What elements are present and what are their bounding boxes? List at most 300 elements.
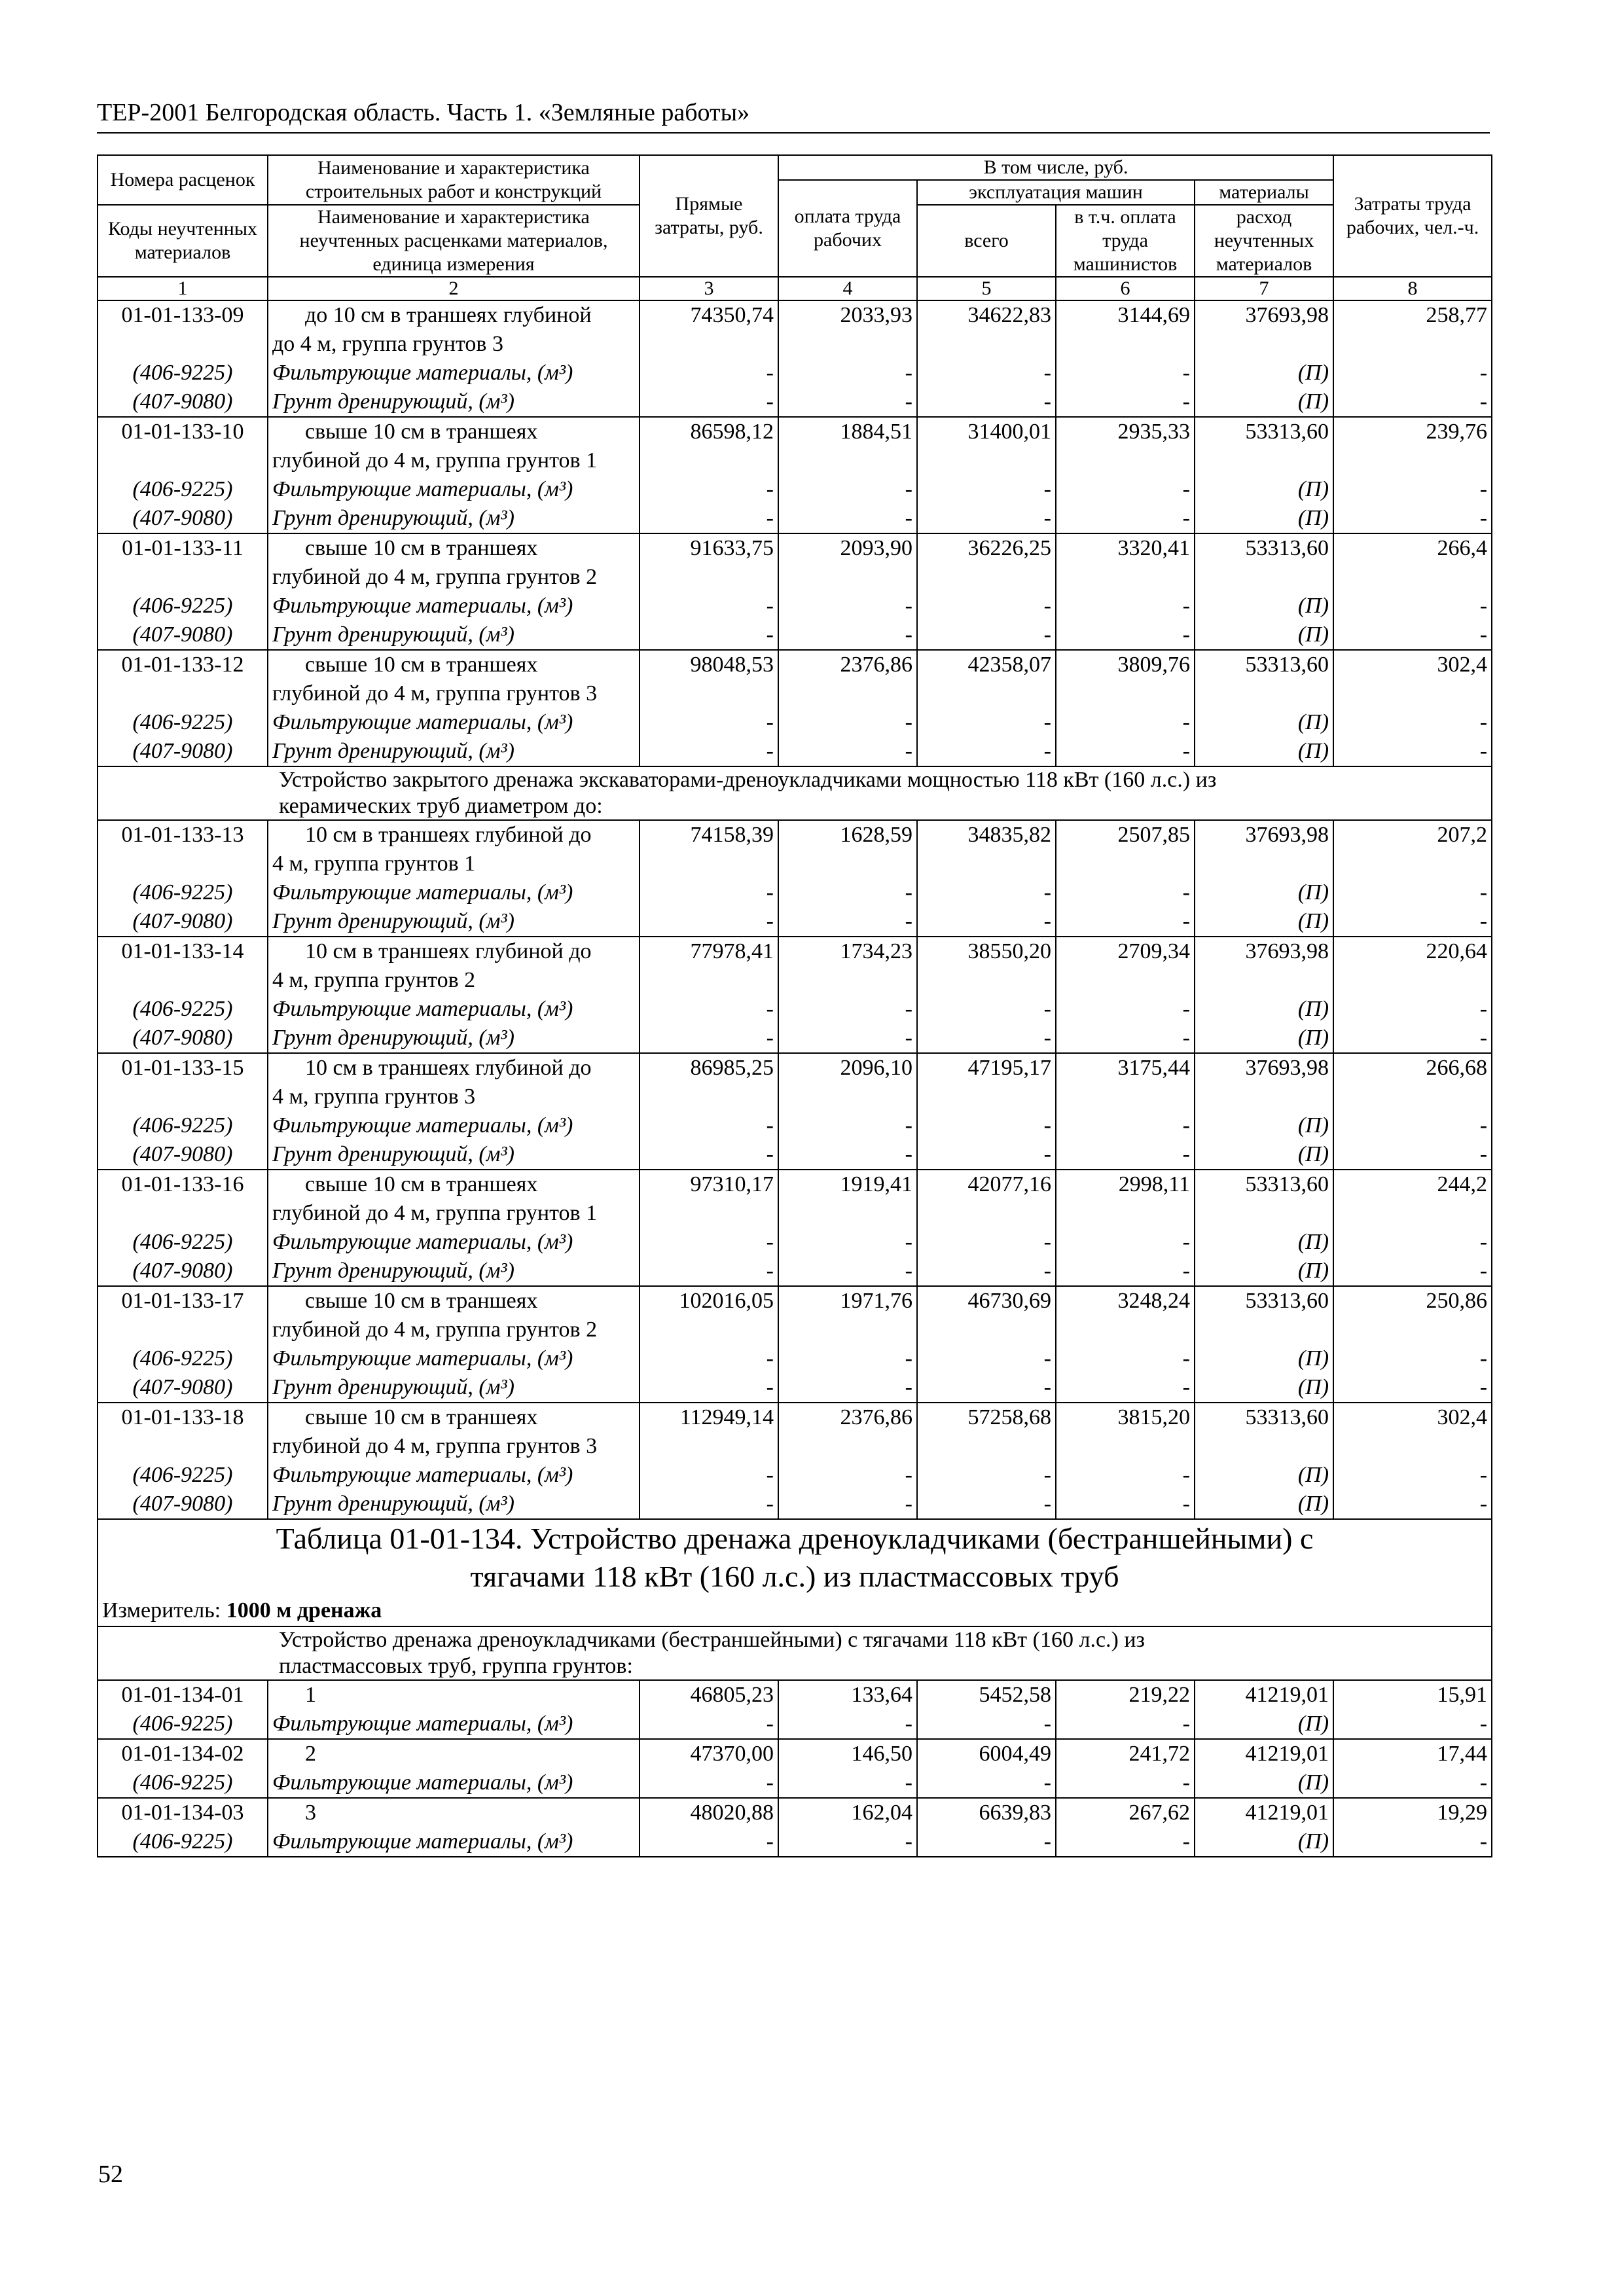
rate-row [98,1286,1492,1316]
value-cell: - [1056,1228,1195,1257]
empty-cell [778,1316,917,1344]
value-cell: - [1333,592,1492,620]
rate-code: 01-01-133-14 [98,937,268,966]
value-cell: 2376,86 [778,650,917,679]
section-line: Устройство закрытого дренажа экскаваторами-дреноукладчиками мощностью 118 кВт (160 л.с.) из [279,768,1217,792]
empty-cell [98,1083,268,1111]
empty-cell [917,1316,1056,1344]
value-cell: - [917,1490,1056,1519]
material-name: Фильтрующие материалы, (м³) [268,1461,640,1490]
value-cell: (П) [1195,387,1333,417]
value-cell: - [917,620,1056,650]
value-cell: - [778,708,917,737]
material-row [98,1111,1492,1140]
material-name: Фильтрующие материалы, (м³) [268,1710,640,1739]
empty-cell [1195,1083,1333,1111]
header-wages: оплата труда рабочих [778,180,917,277]
column-number: 5 [917,277,1056,300]
rate-name: 2 [268,1739,640,1768]
value-cell: (П) [1195,1344,1333,1373]
empty-cell [640,850,778,878]
value-cell: - [640,1490,778,1519]
material-code: (406-9225) [98,1344,268,1373]
material-code: (407-9080) [98,620,268,650]
rate-name-cont: 4 м, группа грунтов 1 [268,850,640,878]
rate-name: свыше 10 см в траншеях [268,417,640,446]
value-cell: - [778,878,917,907]
empty-cell [917,966,1056,995]
value-cell: - [640,878,778,907]
rate-row [98,1053,1492,1083]
value-cell: - [1333,387,1492,417]
value-cell: - [778,1111,917,1140]
value-cell: 42077,16 [917,1170,1056,1199]
rate-code: 01-01-133-15 [98,1053,268,1083]
value-cell: - [1333,995,1492,1024]
material-row [98,1827,1492,1857]
value-cell: 250,86 [1333,1286,1492,1316]
value-cell: - [1333,475,1492,504]
empty-cell [778,1432,917,1461]
empty-cell [917,330,1056,359]
rate-row-cont [98,1432,1492,1461]
material-code: (406-9225) [98,878,268,907]
empty-cell [778,330,917,359]
rate-row [98,820,1492,850]
value-cell: (П) [1195,620,1333,650]
value-cell: 19,29 [1333,1798,1492,1827]
rate-code: 01-01-133-13 [98,820,268,850]
empty-cell [640,1083,778,1111]
value-cell: - [1056,359,1195,387]
value-cell: - [1333,359,1492,387]
column-number: 4 [778,277,917,300]
section-text [98,766,1492,820]
empty-cell [1333,679,1492,708]
value-cell: 2033,93 [778,300,917,330]
rate-row-cont [98,1199,1492,1228]
value-cell: - [917,359,1056,387]
value-cell: - [917,1461,1056,1490]
section-line: пластмассовых труб, группа грунтов: [279,1654,633,1678]
value-cell: - [778,359,917,387]
value-cell: 86598,12 [640,417,778,446]
value-cell: 31400,01 [917,417,1056,446]
value-cell: - [1333,1344,1492,1373]
value-cell: (П) [1195,878,1333,907]
value-cell: (П) [1195,504,1333,533]
value-cell: - [1333,1140,1492,1170]
material-name: Фильтрующие материалы, (м³) [268,1344,640,1373]
value-cell: 57258,68 [917,1403,1056,1432]
value-cell: - [1056,592,1195,620]
material-name: Фильтрующие материалы, (м³) [268,1111,640,1140]
value-cell: - [1056,1768,1195,1798]
value-cell: - [1333,1461,1492,1490]
rate-name: 10 см в траншеях глубиной до [268,820,640,850]
value-cell: - [640,995,778,1024]
material-row [98,620,1492,650]
header-material-codes: Коды неучтенных материалов [98,205,268,277]
material-code: (406-9225) [98,1461,268,1490]
empty-cell [1056,679,1195,708]
empty-cell [640,1316,778,1344]
value-cell: - [1333,1228,1492,1257]
value-cell: - [1056,1373,1195,1403]
section-line: керамических труб диаметром до: [279,794,603,818]
value-cell: 53313,60 [1195,533,1333,563]
empty-cell [917,563,1056,592]
rate-name: свыше 10 см в траншеях [268,1286,640,1316]
empty-cell [1333,1432,1492,1461]
material-row [98,1140,1492,1170]
value-cell: - [917,1024,1056,1053]
rate-name-cont: глубиной до 4 м, группа грунтов 1 [268,446,640,475]
value-cell: - [1056,1827,1195,1857]
value-cell: - [917,1710,1056,1739]
value-cell: 3144,69 [1056,300,1195,330]
rate-row-cont [98,330,1492,359]
value-cell: 48020,88 [640,1798,778,1827]
value-cell: - [778,1344,917,1373]
rate-row [98,650,1492,679]
empty-cell [98,679,268,708]
value-cell: - [917,708,1056,737]
value-cell: - [917,995,1056,1024]
value-cell: 36226,25 [917,533,1056,563]
value-cell: - [1056,504,1195,533]
empty-cell [98,1316,268,1344]
header-rate-number: Номера расценок [98,155,268,205]
rate-row [98,1680,1492,1710]
value-cell: 53313,60 [1195,650,1333,679]
rate-name: свыше 10 см в траншеях [268,1403,640,1432]
empty-cell [1195,330,1333,359]
empty-cell [1056,563,1195,592]
value-cell: - [778,1228,917,1257]
empty-cell [98,1432,268,1461]
material-code: (406-9225) [98,1768,268,1798]
value-cell: 239,76 [1333,417,1492,446]
rate-code: 01-01-133-09 [98,300,268,330]
value-cell: 91633,75 [640,533,778,563]
material-name: Грунт дренирующий, (м³) [268,1024,640,1053]
value-cell: 38550,20 [917,937,1056,966]
value-cell: 34835,82 [917,820,1056,850]
empty-cell [778,966,917,995]
rate-row [98,533,1492,563]
measure-value: 1000 м дренажа [226,1598,382,1623]
rate-code: 01-01-133-17 [98,1286,268,1316]
value-cell: (П) [1195,1373,1333,1403]
empty-cell [1056,966,1195,995]
empty-cell [1056,1083,1195,1111]
rate-row-cont [98,679,1492,708]
value-cell: - [1333,1024,1492,1053]
empty-cell [640,1199,778,1228]
material-row [98,1461,1492,1490]
value-cell: 15,91 [1333,1680,1492,1710]
value-cell: - [917,504,1056,533]
empty-cell [98,966,268,995]
value-cell: 267,62 [1056,1798,1195,1827]
material-row [98,387,1492,417]
material-row [98,1228,1492,1257]
column-number: 3 [640,277,778,300]
value-cell: 53313,60 [1195,1286,1333,1316]
value-cell: 37693,98 [1195,937,1333,966]
header-machines: эксплуатация машин [917,180,1195,205]
value-cell: - [640,1710,778,1739]
value-cell: - [640,1024,778,1053]
page-header: ТЕР-2001 Белгородская область. Часть 1. «Земляные работы» [97,96,1490,134]
header-including: В том числе, руб. [778,155,1333,180]
value-cell: 241,72 [1056,1739,1195,1768]
empty-cell [778,563,917,592]
value-cell: - [1056,387,1195,417]
material-row [98,1344,1492,1373]
value-cell: - [917,1827,1056,1857]
value-cell: - [917,907,1056,937]
material-row [98,1024,1492,1053]
rate-code: 01-01-134-01 [98,1680,268,1710]
material-name: Фильтрующие материалы, (м³) [268,1228,640,1257]
material-row [98,1490,1492,1519]
value-cell: - [640,620,778,650]
value-cell: - [640,1768,778,1798]
value-cell: 47195,17 [917,1053,1056,1083]
header-direct-costs: Прямые затраты, руб. [640,155,778,277]
empty-cell [1056,850,1195,878]
empty-cell [1056,1316,1195,1344]
value-cell: - [1056,995,1195,1024]
value-cell: 3809,76 [1056,650,1195,679]
value-cell: - [1333,1827,1492,1857]
material-name: Фильтрующие материалы, (м³) [268,592,640,620]
value-cell: - [640,592,778,620]
empty-cell [640,563,778,592]
value-cell: - [1056,1140,1195,1170]
rate-row [98,417,1492,446]
value-cell: (П) [1195,359,1333,387]
value-cell: 1919,41 [778,1170,917,1199]
material-name: Фильтрующие материалы, (м³) [268,1827,640,1857]
value-cell: 2096,10 [778,1053,917,1083]
rate-name-cont: глубиной до 4 м, группа грунтов 3 [268,1432,640,1461]
value-cell: (П) [1195,1768,1333,1798]
value-cell: 244,2 [1333,1170,1492,1199]
value-cell: 133,64 [778,1680,917,1710]
empty-cell [640,1432,778,1461]
header-unaccounted-materials: расход неучтенных материалов [1195,205,1333,277]
column-number: 7 [1195,277,1333,300]
value-cell: - [640,1228,778,1257]
value-cell: - [778,995,917,1024]
empty-cell [1056,1199,1195,1228]
empty-cell [98,563,268,592]
value-cell: 41219,01 [1195,1680,1333,1710]
page-number: 52 [98,2161,123,2188]
material-code: (406-9225) [98,708,268,737]
value-cell: - [1056,907,1195,937]
value-cell: - [917,1228,1056,1257]
empty-cell [917,850,1056,878]
value-cell: 266,4 [1333,533,1492,563]
table-title [98,1519,1492,1596]
value-cell: 2998,11 [1056,1170,1195,1199]
value-cell: (П) [1195,1710,1333,1739]
material-code: (406-9225) [98,1111,268,1140]
material-code: (407-9080) [98,1490,268,1519]
material-name: Грунт дренирующий, (м³) [268,1373,640,1403]
empty-cell [640,446,778,475]
empty-cell [1333,1199,1492,1228]
value-cell: - [1056,1024,1195,1053]
material-row [98,995,1492,1024]
value-cell: - [778,387,917,417]
rate-name-cont: глубиной до 4 м, группа грунтов 1 [268,1199,640,1228]
value-cell: 53313,60 [1195,1170,1333,1199]
value-cell: 97310,17 [640,1170,778,1199]
material-name: Фильтрующие материалы, (м³) [268,359,640,387]
empty-cell [917,1432,1056,1461]
empty-cell [778,1199,917,1228]
value-cell: - [778,1024,917,1053]
material-code: (406-9225) [98,359,268,387]
value-cell: 6639,83 [917,1798,1056,1827]
value-cell: - [1333,1257,1492,1286]
rate-row-cont [98,966,1492,995]
section-heading [98,766,1492,820]
section-text [98,1626,1492,1680]
material-name: Грунт дренирующий, (м³) [268,620,640,650]
value-cell: - [640,1827,778,1857]
value-cell: 98048,53 [640,650,778,679]
rate-row-cont [98,563,1492,592]
value-cell: - [640,708,778,737]
material-row [98,1768,1492,1798]
empty-cell [917,446,1056,475]
rate-name: до 10 см в траншеях глубиной [268,300,640,330]
empty-cell [1333,1083,1492,1111]
header-machines-total: всего [917,205,1056,277]
value-cell: - [917,1768,1056,1798]
rate-name-cont: глубиной до 4 м, группа грунтов 2 [268,563,640,592]
value-cell: 112949,14 [640,1403,778,1432]
value-cell: 162,04 [778,1798,917,1827]
value-cell: 207,2 [1333,820,1492,850]
value-cell: 34622,83 [917,300,1056,330]
value-cell: - [778,1373,917,1403]
rate-row [98,1403,1492,1432]
value-cell: (П) [1195,1257,1333,1286]
value-cell: - [640,475,778,504]
rate-row [98,300,1492,330]
value-cell: 37693,98 [1195,1053,1333,1083]
material-name: Фильтрующие материалы, (м³) [268,1768,640,1798]
value-cell: - [1333,1710,1492,1739]
value-cell: - [1056,737,1195,766]
value-cell: - [778,620,917,650]
empty-cell [1333,330,1492,359]
value-cell: - [917,1257,1056,1286]
value-cell: - [778,907,917,937]
value-cell: 219,22 [1056,1680,1195,1710]
material-name: Фильтрующие материалы, (м³) [268,708,640,737]
material-row [98,708,1492,737]
value-cell: - [1056,1344,1195,1373]
section-heading [98,1626,1492,1680]
empty-cell [1195,446,1333,475]
empty-cell [1195,679,1333,708]
value-cell: 37693,98 [1195,820,1333,850]
value-cell: (П) [1195,1461,1333,1490]
value-cell: (П) [1195,737,1333,766]
material-row [98,1373,1492,1403]
empty-cell [98,1199,268,1228]
material-name: Фильтрующие материалы, (м³) [268,878,640,907]
empty-cell [1333,850,1492,878]
value-cell: 3815,20 [1056,1403,1195,1432]
value-cell: 2093,90 [778,533,917,563]
value-cell: 1884,51 [778,417,917,446]
value-cell: - [917,1140,1056,1170]
value-cell: - [1333,1490,1492,1519]
empty-cell [1195,1199,1333,1228]
value-cell: (П) [1195,1111,1333,1140]
value-cell: - [1333,620,1492,650]
material-code: (407-9080) [98,1373,268,1403]
empty-cell [640,966,778,995]
rate-row-cont [98,1316,1492,1344]
material-row [98,907,1492,937]
material-row [98,878,1492,907]
value-cell: 5452,58 [917,1680,1056,1710]
value-cell: - [1333,1111,1492,1140]
value-cell: - [778,1490,917,1519]
empty-cell [640,679,778,708]
rate-code: 01-01-134-02 [98,1739,268,1768]
table-title-row [98,1519,1492,1596]
rate-name-cont: 4 м, группа грунтов 2 [268,966,640,995]
column-number: 2 [268,277,640,300]
value-cell: - [917,592,1056,620]
value-cell: 2709,34 [1056,937,1195,966]
value-cell: - [778,1710,917,1739]
material-code: (406-9225) [98,1228,268,1257]
empty-cell [917,1083,1056,1111]
rate-name-cont: 4 м, группа грунтов 3 [268,1083,640,1111]
rate-name-cont: до 4 м, группа грунтов 3 [268,330,640,359]
value-cell: 17,44 [1333,1739,1492,1768]
value-cell: - [640,1461,778,1490]
value-cell: 2507,85 [1056,820,1195,850]
value-cell: - [1056,475,1195,504]
table-title-line: тягачами 118 кВт (160 л.с.) из пластмассовых труб [470,1560,1119,1593]
empty-cell [1333,966,1492,995]
value-cell: - [640,359,778,387]
material-row [98,737,1492,766]
empty-cell [1195,1432,1333,1461]
value-cell: 74350,74 [640,300,778,330]
value-cell: - [1333,708,1492,737]
rate-name: 10 см в траншеях глубиной до [268,1053,640,1083]
value-cell: - [1333,878,1492,907]
column-number: 8 [1333,277,1492,300]
rate-row [98,1798,1492,1827]
value-cell: - [1056,620,1195,650]
empty-cell [1333,563,1492,592]
